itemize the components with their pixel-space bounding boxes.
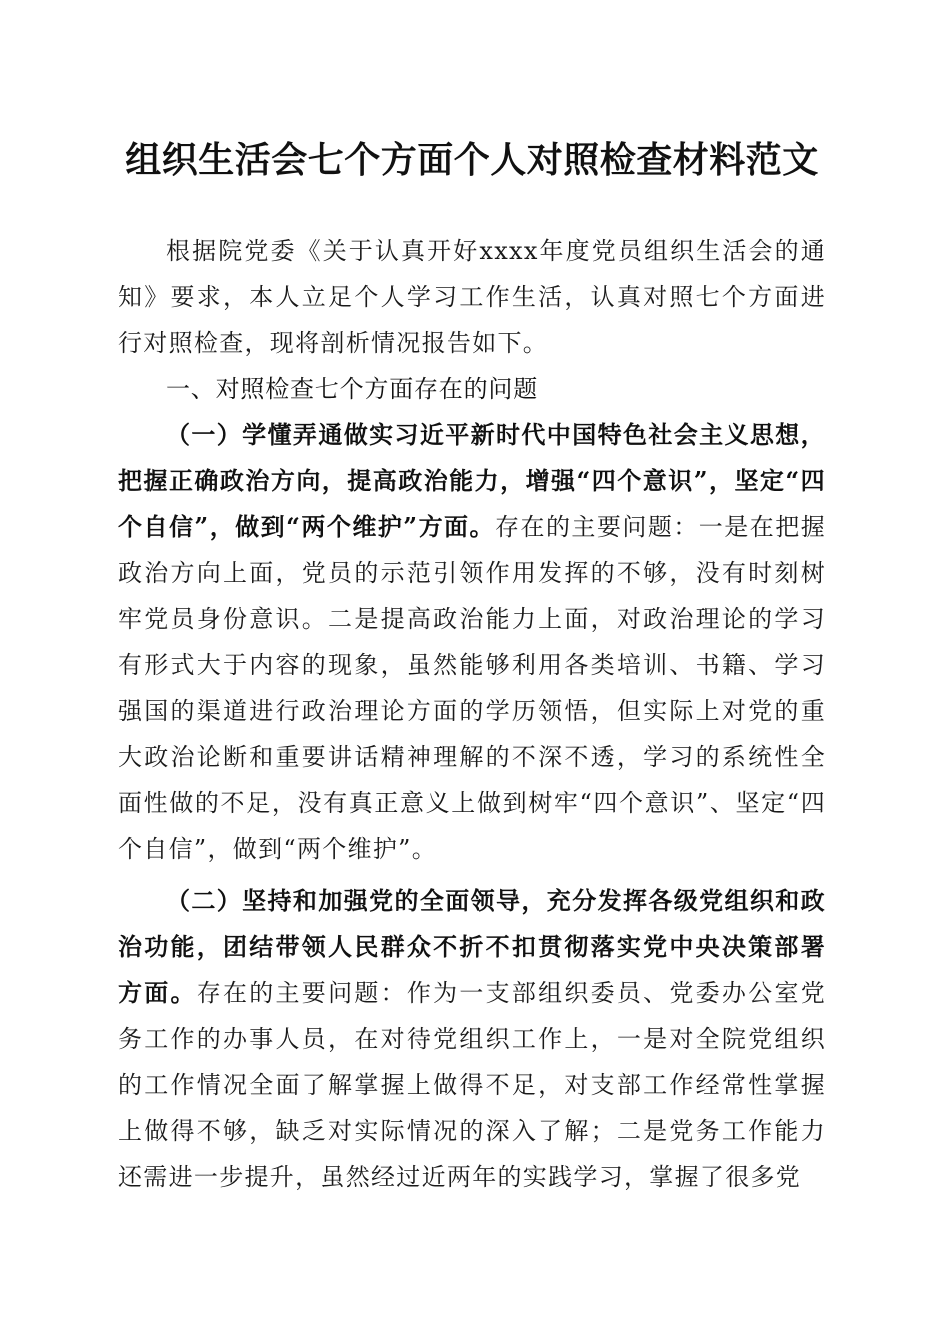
item-1-body: 存在的主要问题：一是在把握政治方向上面，党员的示范引领作用发挥的不够，没有时刻树牢党员身份意识。二是提高政治能力上面，对政治理论的学习有形式大于内容的现象，虽然能够利用各类培训、书籍、学习强国的渠道进行政治理论方面的学历领悟，但实际上对党的重大政治论断和重要讲话精神理解的不深不透，学习的系统性全面性做的不足，没有真正意义上做到树牢“四个意识”、坚定“四个自信”，做到“两个维护”。	[118, 513, 826, 863]
item-paragraph-2	[118, 878, 826, 1200]
section-heading: 一、对照检查七个方面存在的问题	[166, 375, 538, 403]
item-paragraph-1	[118, 412, 826, 872]
intro-paragraph: 根据院党委《关于认真开好xxxx年度党员组织生活会的通知》要求，本人立足个人学习工作生活，认真对照七个方面进行对照检查，现将剖析情况报告如下。	[118, 237, 826, 357]
document-title: 组织生活会七个方面个人对照检查材料范文	[125, 139, 819, 181]
document-body	[118, 228, 826, 1200]
item-2-lead: （二）坚持和加强党的全面领导，充分发挥各级党组织和政治功能，团结带领人民群众不折不扣贯彻落实党中央决策部署方面。	[118, 886, 826, 1007]
item-1-lead: （一）学懂弄通做实习近平新时代中国特色社会主义思想，把握正确政治方向，提高政治能力，增强“四个意识”，坚定“四个自信”，做到“两个维护”方面。	[118, 420, 826, 541]
item-2-body: 存在的主要问题：作为一支部组织委员、党委办公室党务工作的办事人员，在对待党组织工作上，一是对全院党组织的工作情况全面了解掌握上做得不足，对支部工作经常性掌握上做得不够，缺乏对实际情况的深入了解；二是党务工作能力还需进一步提升，虽然经过近两年的实践学习，掌握了很多党	[118, 979, 826, 1191]
